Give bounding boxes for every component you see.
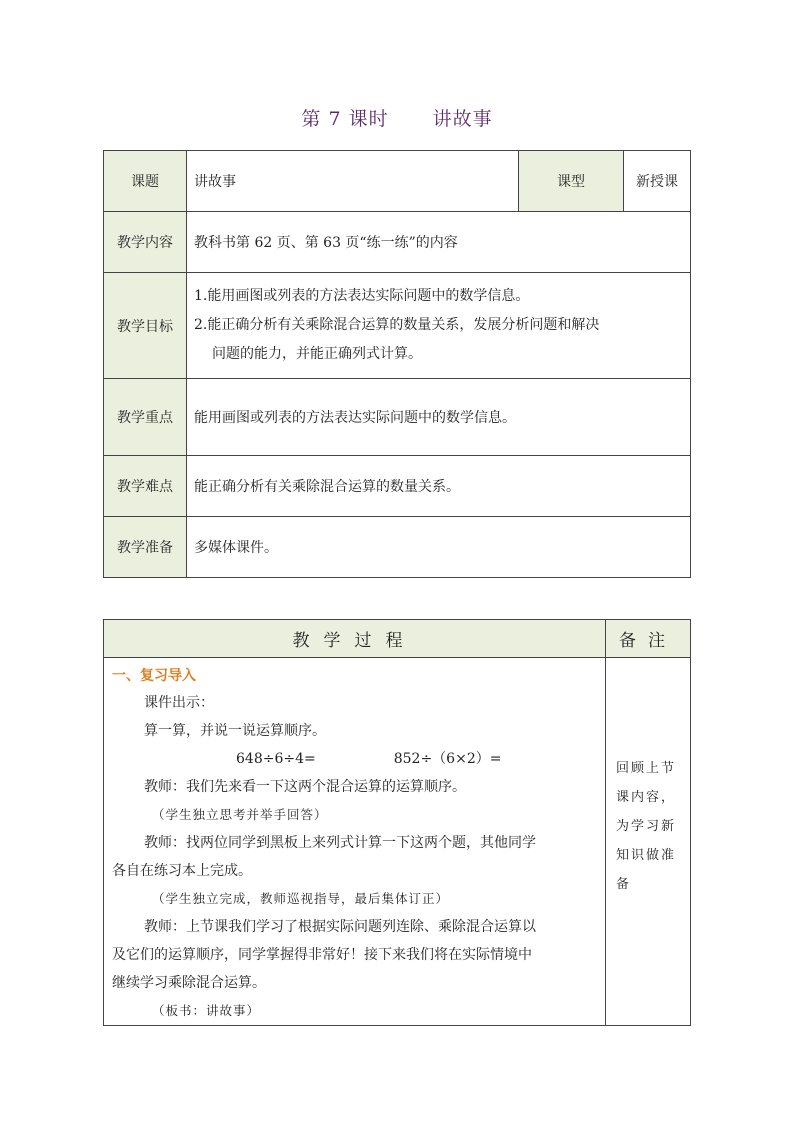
- process-line: 教师：找两位同学到黑板上来列式计算一下这两个题，其他同学: [144, 835, 536, 851]
- prep-value: 多媒体课件。: [187, 517, 691, 578]
- difficulty-label: 教学难点: [104, 456, 187, 517]
- process-line: 及它们的运算顺序，同学掌握得非常好！接下来我们将在实际情境中: [112, 947, 532, 963]
- process-header: 教学过程: [104, 620, 606, 658]
- topic-value: 讲故事: [187, 151, 519, 212]
- goal-line-1: 1.能用画图或列表的方法表达实际问题中的数学信息。: [194, 288, 530, 304]
- note-body: [606, 658, 691, 1026]
- note-line: 为学习新: [616, 819, 677, 834]
- content-value: 教科书第 62 页、第 63 页“练一练”的内容: [187, 212, 691, 273]
- process-line: 各自在练习本上完成。: [112, 863, 252, 879]
- key-label: 教学重点: [104, 379, 187, 456]
- prep-label: 教学准备: [104, 517, 187, 578]
- process-note-line: （板书：讲故事）: [152, 1003, 261, 1018]
- goal-line-3: 问题的能力，并能正确列式计算。: [212, 346, 422, 362]
- page-title: [0, 104, 794, 131]
- process-line: 教师：上节课我们学习了根据实际问题列连除、乘除混合运算以: [144, 919, 536, 935]
- goal-line-2: 2.能正确分析有关乘除混合运算的数量关系，发展分析问题和解决: [194, 317, 600, 333]
- lesson-name: 讲故事: [432, 108, 493, 130]
- calc-expression-2: 852÷（6×2）=: [393, 751, 502, 767]
- note-header: 备注: [606, 620, 691, 658]
- key-value: 能用画图或列表的方法表达实际问题中的数学信息。: [187, 379, 691, 456]
- goals-label: 教学目标: [104, 273, 187, 379]
- goals-value: [187, 273, 691, 379]
- section-title: 一、复习导入: [112, 668, 196, 684]
- note-line: 备: [616, 877, 632, 892]
- calc-row: [112, 745, 595, 773]
- note-line: 知识做准: [616, 848, 677, 863]
- process-body: [104, 658, 606, 1026]
- calc-expression-1: 648÷6÷4=: [236, 751, 316, 767]
- teaching-process-table: [103, 619, 691, 1026]
- note-line: 回顾上节: [616, 761, 677, 776]
- lesson-number: 第 7 课时: [301, 108, 389, 130]
- topic-label: 课题: [104, 151, 187, 212]
- type-label: 课型: [519, 151, 624, 212]
- process-line: 继续学习乘除混合运算。: [112, 975, 266, 991]
- type-value: 新授课: [624, 151, 691, 212]
- content-label: 教学内容: [104, 212, 187, 273]
- process-note-line: （学生独立思考并举手回答）: [152, 807, 328, 822]
- note-line: 课内容，: [616, 790, 677, 805]
- process-note-line: （学生独立完成，教师巡视指导，最后集体订正）: [152, 891, 450, 906]
- lesson-info-table: [103, 150, 691, 578]
- difficulty-value: 能正确分析有关乘除混合运算的数量关系。: [187, 456, 691, 517]
- process-line: 算一算，并说一说运算顺序。: [144, 723, 326, 739]
- process-line: 课件出示：: [144, 695, 214, 711]
- process-line: 教师：我们先来看一下这两个混合运算的运算顺序。: [144, 779, 466, 795]
